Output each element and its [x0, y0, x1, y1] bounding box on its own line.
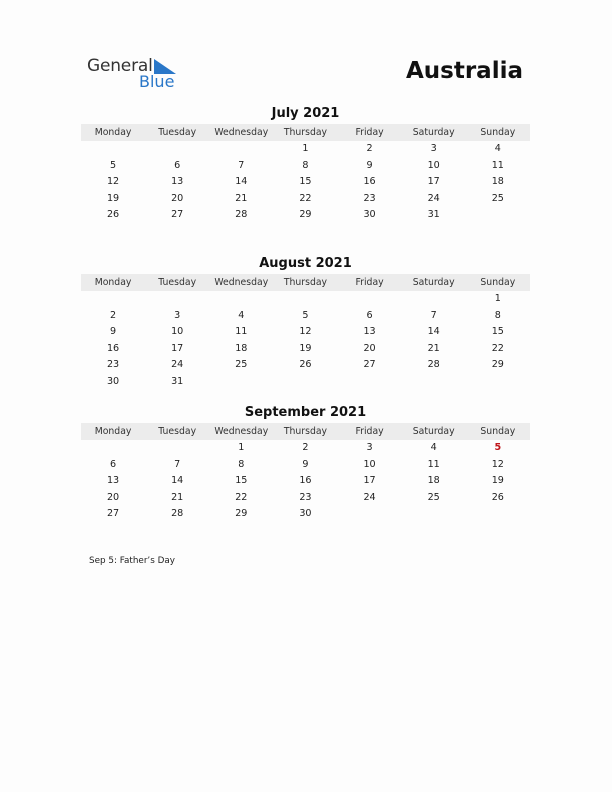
day-cell: 23 [106, 359, 120, 371]
weekday-tuesday: Tuesday [158, 127, 197, 138]
weekday-friday: Friday [355, 127, 384, 138]
day-cell: 20 [106, 491, 120, 503]
day-cell: 12 [299, 326, 312, 338]
week-row [81, 174, 530, 191]
day-cell: 29 [299, 209, 312, 221]
day-cell: 9 [110, 326, 117, 338]
day-cell [145, 141, 209, 158]
day-cell [145, 291, 209, 308]
day-cell: 9 [366, 159, 373, 171]
day-cell: 12 [491, 458, 504, 470]
day-cell: 28 [235, 209, 248, 221]
day-cell: 8 [302, 159, 309, 171]
day-cell: 6 [110, 458, 117, 470]
day-cell: 30 [299, 508, 312, 520]
week-row [81, 490, 530, 507]
day-cell: 10 [427, 159, 440, 171]
day-cell: 17 [363, 475, 376, 487]
weekday-header-row [81, 124, 530, 141]
day-cell: 8 [238, 458, 245, 470]
day-cell [81, 440, 145, 457]
day-cell [338, 374, 402, 391]
week-row [81, 141, 530, 158]
weekday-thursday: Thursday [283, 277, 328, 288]
day-cell: 23 [363, 192, 376, 204]
week-row [81, 374, 530, 391]
week-row [81, 191, 530, 208]
day-cell: 23 [299, 491, 312, 503]
day-cell: 22 [491, 342, 504, 354]
day-cell [402, 374, 466, 391]
weekday-monday: Monday [94, 127, 132, 138]
weekday-sunday: Sunday [480, 277, 516, 288]
day-cell: 9 [302, 458, 309, 470]
weekday-sunday: Sunday [480, 127, 516, 138]
day-cell: 26 [491, 491, 504, 503]
week-row [81, 158, 530, 175]
generalblue-logo [87, 56, 187, 92]
day-cell [81, 141, 145, 158]
day-cell: 11 [235, 326, 248, 338]
month-title: August 2021 [259, 256, 352, 271]
day-cell: 5 [110, 159, 117, 171]
day-cell [338, 291, 402, 308]
day-cell: 6 [174, 159, 181, 171]
day-cell: 16 [106, 342, 120, 354]
day-cell: 21 [235, 192, 248, 204]
weekday-saturday: Saturday [412, 426, 455, 437]
day-cell: 4 [430, 442, 437, 453]
day-cell [273, 291, 337, 308]
day-cell: 2 [302, 442, 309, 453]
day-cell: 31 [171, 375, 184, 387]
day-cell: 3 [366, 442, 373, 453]
country-title: Australia [405, 58, 523, 84]
day-cell: 3 [430, 143, 437, 154]
week-row [81, 324, 530, 341]
day-cell: 15 [491, 326, 504, 338]
day-cell: 21 [427, 342, 440, 354]
day-cell-holiday: 5 [494, 442, 502, 453]
day-cell: 20 [363, 342, 376, 354]
week-row [81, 506, 530, 523]
day-cell: 2 [366, 143, 373, 154]
day-cell: 1 [494, 293, 501, 304]
day-cell: 19 [299, 342, 312, 354]
day-cell: 11 [491, 159, 504, 171]
day-cell: 25 [235, 359, 248, 371]
day-cell: 12 [106, 176, 120, 188]
day-cell: 24 [427, 192, 440, 204]
day-cell: 27 [106, 508, 120, 520]
day-cell: 4 [238, 309, 245, 321]
day-cell: 7 [174, 458, 181, 470]
day-cell: 10 [171, 326, 184, 338]
day-cell [209, 291, 273, 308]
weekday-saturday: Saturday [412, 277, 455, 288]
month-august [81, 255, 530, 391]
month-title: July 2021 [271, 106, 340, 121]
day-cell [273, 374, 337, 391]
day-cell: 11 [427, 458, 440, 470]
day-cell: 27 [171, 209, 184, 221]
week-row [81, 291, 530, 308]
day-cell: 17 [171, 342, 184, 354]
day-cell: 18 [235, 342, 248, 354]
day-cell [402, 291, 466, 308]
day-cell: 25 [491, 192, 504, 204]
day-cell: 15 [235, 475, 248, 487]
day-cell: 4 [494, 143, 501, 154]
logo-text-blue: Blue [139, 72, 175, 91]
day-cell: 27 [363, 359, 376, 371]
weekday-thursday: Thursday [283, 426, 328, 437]
month-september [81, 404, 530, 523]
day-cell: 13 [363, 326, 376, 338]
weekday-sunday: Sunday [480, 426, 516, 437]
day-cell: 10 [363, 458, 376, 470]
weekday-wednesday: Wednesday [214, 277, 269, 288]
day-cell: 31 [427, 209, 440, 221]
day-cell: 13 [106, 475, 120, 487]
day-cell: 17 [427, 176, 440, 188]
day-cell: 16 [363, 176, 376, 188]
weekday-thursday: Thursday [283, 127, 328, 138]
week-row [81, 440, 530, 457]
day-cell: 26 [106, 209, 120, 221]
day-cell [209, 141, 273, 158]
day-cell: 13 [171, 176, 184, 188]
day-cell: 1 [238, 442, 245, 453]
day-cell: 15 [299, 176, 312, 188]
week-row [81, 473, 530, 490]
holiday-note: Sep 5: Father’s Day [89, 556, 175, 566]
day-cell: 19 [491, 475, 504, 487]
day-cell: 7 [430, 309, 437, 321]
weekday-wednesday: Wednesday [214, 426, 269, 437]
day-cell: 7 [238, 159, 245, 171]
weekday-tuesday: Tuesday [158, 426, 197, 437]
day-cell: 3 [174, 309, 181, 321]
day-cell: 22 [235, 491, 248, 503]
day-cell: 8 [494, 309, 501, 321]
day-cell: 14 [427, 326, 440, 338]
day-cell: 29 [491, 359, 504, 371]
month-title: September 2021 [244, 405, 367, 420]
weekday-friday: Friday [355, 277, 384, 288]
day-cell [209, 374, 273, 391]
week-row [81, 341, 530, 358]
week-row [81, 207, 530, 224]
day-cell [81, 291, 145, 308]
day-cell [466, 506, 530, 523]
weekday-friday: Friday [355, 426, 384, 437]
weekday-header-row [81, 274, 530, 291]
day-cell: 18 [427, 475, 440, 487]
weekday-header-row [81, 423, 530, 440]
day-cell: 24 [171, 359, 184, 371]
day-cell [338, 506, 402, 523]
day-cell: 6 [366, 309, 373, 321]
week-row [81, 457, 530, 474]
day-cell: 22 [299, 192, 312, 204]
day-cell: 25 [427, 491, 440, 503]
day-cell: 28 [427, 359, 440, 371]
day-cell: 30 [106, 375, 120, 387]
day-cell: 26 [299, 359, 312, 371]
month-july [81, 105, 530, 224]
day-cell [145, 440, 209, 457]
day-cell [466, 207, 530, 224]
weekday-wednesday: Wednesday [214, 127, 269, 138]
week-row [81, 308, 530, 325]
day-cell: 21 [171, 491, 184, 503]
day-cell: 14 [171, 475, 184, 487]
weekday-tuesday: Tuesday [158, 277, 197, 288]
day-cell: 1 [302, 143, 309, 154]
day-cell: 30 [363, 209, 376, 221]
day-cell: 19 [106, 192, 120, 204]
day-cell: 24 [363, 491, 376, 503]
logo-text-general: General [87, 56, 153, 76]
day-cell: 28 [171, 508, 184, 520]
day-cell [466, 374, 530, 391]
weekday-monday: Monday [94, 277, 132, 288]
day-cell: 14 [235, 176, 248, 188]
day-cell: 16 [299, 475, 312, 487]
weekday-monday: Monday [94, 426, 132, 437]
day-cell [402, 506, 466, 523]
day-cell: 29 [235, 508, 248, 520]
weekday-saturday: Saturday [412, 127, 455, 138]
week-row [81, 357, 530, 374]
day-cell: 18 [491, 176, 504, 188]
day-cell: 20 [171, 192, 184, 204]
day-cell: 2 [110, 309, 117, 321]
day-cell: 5 [302, 309, 309, 321]
